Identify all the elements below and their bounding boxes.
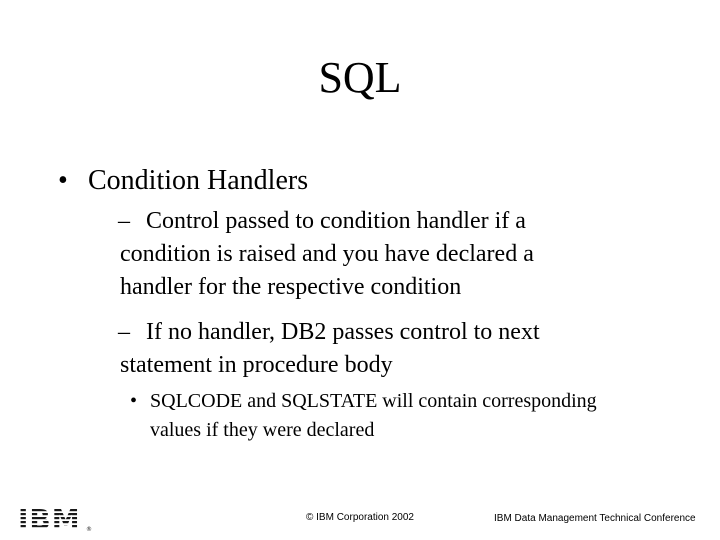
dash-icon: – xyxy=(118,208,130,234)
slide-title: SQL xyxy=(318,53,402,102)
bullet-level2-text: Control passed to condition handler if a condition is raised and you have declared a handler for the respective condition xyxy=(120,208,534,300)
bullet-level1-text: Condition Handlers xyxy=(88,165,309,196)
dash-icon: – xyxy=(118,319,130,345)
bullet-level3-text: SQLCODE and SQLSTATE will contain corresponding values if they were declared xyxy=(150,390,597,441)
bullet-icon: • xyxy=(130,390,138,412)
ibm-logo xyxy=(18,503,92,533)
conference-text: IBM Data Management Technical Conference xyxy=(494,513,696,524)
bullet-level1 xyxy=(58,164,698,198)
bullet-icon: • xyxy=(58,165,68,196)
bullet-level2-text: If no handler, DB2 passes control to next statement in procedure body xyxy=(120,319,540,378)
copyright-text: © IBM Corporation 2002 xyxy=(306,512,414,523)
registered-mark: ® xyxy=(86,526,92,533)
bullet-level2-item xyxy=(118,205,610,304)
bullet-level2-item xyxy=(118,316,590,382)
